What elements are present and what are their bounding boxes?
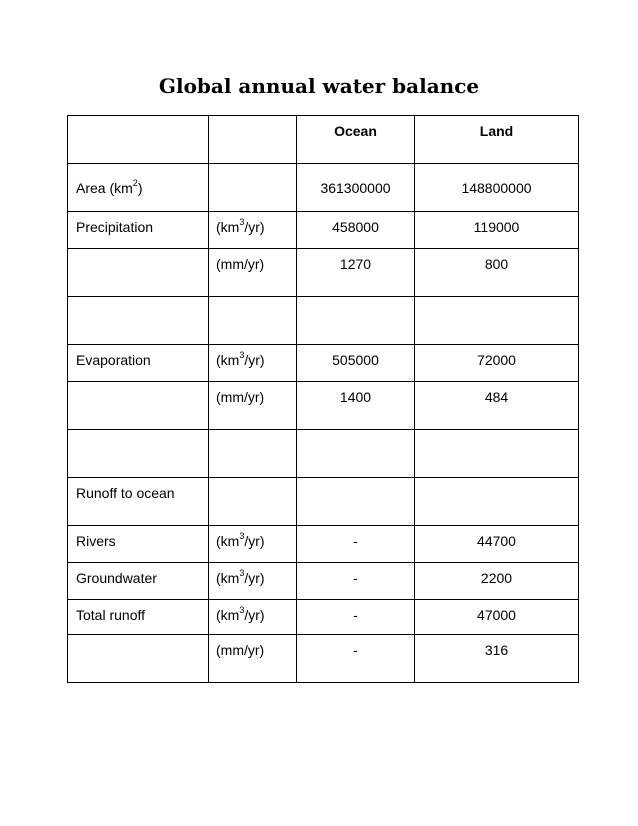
- land-value: 72000: [477, 352, 516, 368]
- ocean-value-cell: [297, 382, 415, 430]
- unit-text: (km: [216, 570, 240, 586]
- column-header-ocean: Ocean: [334, 123, 377, 139]
- ocean-value: 1270: [339, 256, 372, 272]
- land-value-cell: [415, 526, 579, 563]
- table-row: [68, 635, 579, 683]
- empty-cell: [68, 297, 209, 345]
- row-label-cell: [68, 563, 209, 600]
- unit-tail: /yr): [244, 533, 265, 549]
- land-value-cell: [415, 164, 579, 212]
- unit-text: (km: [216, 533, 240, 549]
- land-value: 316: [484, 642, 509, 658]
- superscript: 3: [239, 531, 245, 541]
- land-value: 148800000: [461, 179, 532, 196]
- row-label-cell: [68, 600, 209, 635]
- table-row: [68, 563, 579, 600]
- unit-cell: [209, 526, 297, 563]
- unit-km3-yr: [216, 345, 296, 368]
- table-row: [68, 164, 579, 212]
- page-title: Global annual water balance: [158, 74, 480, 98]
- ocean-value: -: [353, 533, 358, 549]
- header-cell-land: [415, 116, 579, 164]
- row-label-total-runoff: Total runoff: [76, 607, 146, 623]
- unit-cell: [209, 249, 297, 297]
- land-value-cell: [415, 212, 579, 249]
- unit-km3-yr: [216, 526, 296, 549]
- ocean-value: 361300000: [320, 179, 391, 196]
- unit-cell: [209, 600, 297, 635]
- empty-cell: [415, 297, 579, 345]
- empty-cell: [297, 297, 415, 345]
- unit-text: (km: [216, 607, 240, 623]
- row-label-cell: [68, 635, 209, 683]
- header-cell-unit-empty: [209, 116, 297, 164]
- land-value-cell: [415, 563, 579, 600]
- empty-cell: [209, 430, 297, 478]
- unit-tail: /yr): [244, 570, 265, 586]
- table-row: [68, 345, 579, 382]
- table-row-empty: [68, 430, 579, 478]
- unit-km3-yr: [216, 600, 296, 623]
- ocean-value-cell: [297, 526, 415, 563]
- water-balance-table: [67, 115, 579, 683]
- empty-cell: [415, 430, 579, 478]
- land-value-cell: [415, 635, 579, 683]
- row-label-text: Area (km: [76, 179, 133, 196]
- land-value-cell: [415, 600, 579, 635]
- land-value: 2200: [480, 570, 513, 586]
- ocean-value-cell: [297, 635, 415, 683]
- unit-km3-yr: [216, 563, 296, 586]
- unit-mm-yr: (mm/yr): [216, 642, 265, 658]
- ocean-value: 505000: [332, 352, 379, 368]
- ocean-value: 1400: [339, 389, 372, 405]
- unit-tail: /yr): [244, 352, 265, 368]
- table-row: [68, 382, 579, 430]
- row-label-groundwater: Groundwater: [76, 570, 157, 586]
- unit-cell: [209, 563, 297, 600]
- ocean-value: -: [353, 642, 358, 658]
- land-value-cell: [415, 382, 579, 430]
- unit-cell: [209, 345, 297, 382]
- ocean-value-cell: [297, 563, 415, 600]
- table-row: [68, 249, 579, 297]
- row-label-area: [76, 177, 143, 196]
- land-value: 800: [484, 256, 509, 272]
- ocean-value-cell: [297, 212, 415, 249]
- land-value: 119000: [473, 219, 520, 235]
- empty-cell: [297, 430, 415, 478]
- unit-cell: [209, 635, 297, 683]
- row-label-cell: [68, 478, 209, 526]
- row-label-cell: [68, 249, 209, 297]
- unit-mm-yr: (mm/yr): [216, 389, 265, 405]
- row-label-cell: [68, 212, 209, 249]
- unit-tail: /yr): [244, 607, 265, 623]
- unit-text: (km: [216, 219, 240, 235]
- header-cell-empty: [68, 116, 209, 164]
- unit-text: (km: [216, 352, 240, 368]
- row-label-rivers: Rivers: [76, 533, 116, 549]
- land-value: 484: [484, 389, 509, 405]
- table-row-empty: [68, 297, 579, 345]
- empty-cell: [209, 297, 297, 345]
- land-value: 44700: [477, 533, 516, 549]
- land-value-cell: [415, 345, 579, 382]
- land-value-cell: [415, 249, 579, 297]
- unit-tail: /yr): [244, 219, 265, 235]
- row-label-cell: [68, 382, 209, 430]
- land-value: 47000: [477, 607, 516, 623]
- ocean-value-cell: [297, 600, 415, 635]
- ocean-value: -: [353, 607, 358, 623]
- superscript: 2: [132, 177, 138, 188]
- table-header-row: [68, 116, 579, 164]
- column-header-land: Land: [479, 123, 514, 139]
- ocean-value-cell: [297, 478, 415, 526]
- unit-cell: [209, 478, 297, 526]
- header-cell-ocean: [297, 116, 415, 164]
- unit-cell: [209, 212, 297, 249]
- superscript: 3: [239, 217, 245, 227]
- row-label-cell: [68, 345, 209, 382]
- table-row: [68, 526, 579, 563]
- ocean-value: -: [353, 570, 358, 586]
- superscript: 3: [239, 605, 245, 615]
- unit-km3-yr: [216, 212, 296, 235]
- row-label-tail: ): [137, 179, 143, 196]
- row-label-cell: [68, 526, 209, 563]
- unit-mm-yr: (mm/yr): [216, 256, 265, 272]
- land-value-cell: [415, 478, 579, 526]
- row-label-cell: [68, 164, 209, 212]
- ocean-value: 458000: [332, 219, 379, 235]
- unit-cell: [209, 382, 297, 430]
- ocean-value-cell: [297, 345, 415, 382]
- empty-cell: [68, 430, 209, 478]
- ocean-value-cell: [297, 164, 415, 212]
- row-label-runoff-to-ocean: Runoff to ocean: [76, 485, 175, 501]
- table-row: [68, 600, 579, 635]
- row-label-evaporation: Evaporation: [76, 352, 151, 368]
- unit-cell: [209, 164, 297, 212]
- superscript: 3: [239, 350, 245, 360]
- table-row: [68, 212, 579, 249]
- ocean-value-cell: [297, 249, 415, 297]
- superscript: 3: [239, 568, 245, 578]
- row-label-precipitation: Precipitation: [76, 219, 154, 235]
- table-row: [68, 478, 579, 526]
